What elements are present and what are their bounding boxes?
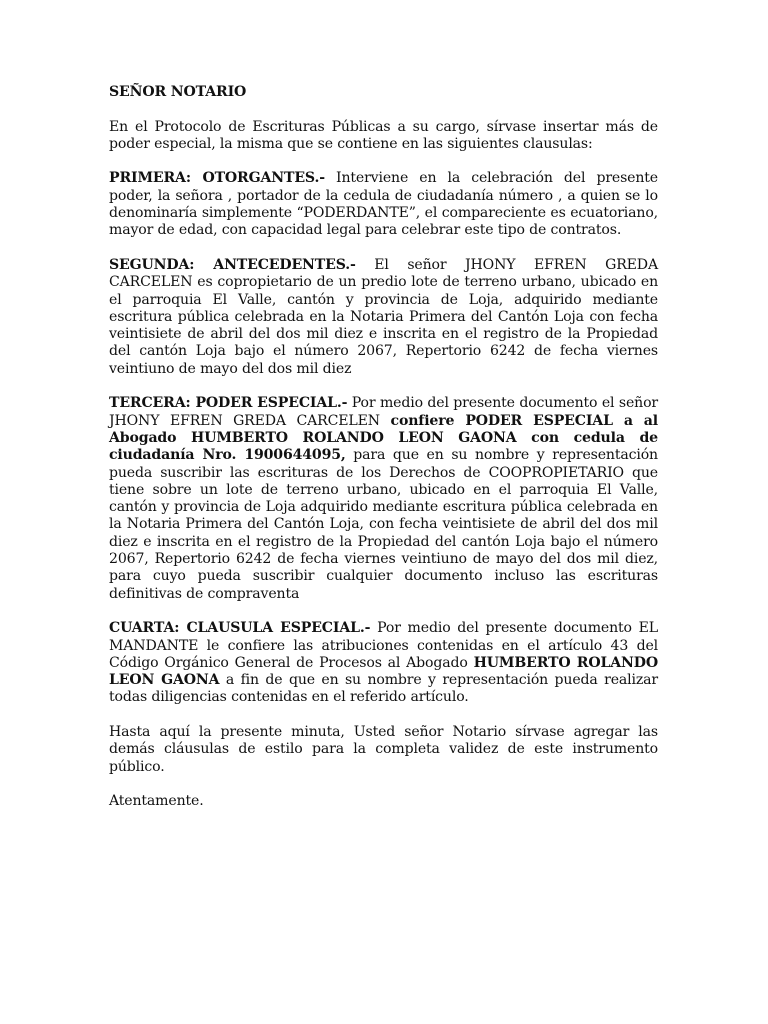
document-page [109, 84, 658, 810]
clause-segunda-label: SEGUNDA: ANTECEDENTES.- [109, 256, 356, 273]
clause-tercera-label: TERCERA: PODER ESPECIAL.- [109, 395, 348, 412]
clause-primera-text: Interviene en la celebración del presente poder, la señora , portador de la cedula de ciudadanía número , a quien se lo denominaría simplemente “PODERDANTE”, el compareciente es ecuatoriano, mayor de edad, con capacidad legal para celebrar este tipo de contratos. [109, 170, 659, 239]
clause-tercera-text-2: para que en su nombre y representación pueda suscribir las escrituras de los Derechos de COOPROPIETARIO que tiene sobre un lote de terreno urbano, ubicado en el parroquia El Valle, cantón y provincia de Loja adquirido mediante escritura pública celebrada en la Notaria Primera del Cantón Loja, con fecha veintisiete de abril del dos mil diez e inscrita en el registro de la Propiedad del cantón Loja bajo el número 2067, Repertorio 6242 de fecha viernes veintiuno de mayo del dos mil diez, para cuyo pueda suscribir cualquier documento incluso las escrituras definitivas de compraventa [109, 447, 658, 602]
clause-cuarta-text-2: a fin de que en su nombre y representación pueda realizar todas diligencias contenidas en el referido artículo. [109, 672, 658, 706]
clause-cuarta [109, 620, 658, 706]
clause-cuarta-text-1: Por medio del presente documento EL MANDANTE le confiere las atribuciones contenidas en el artículo 43 del Código Orgánico General de Procesos al Abogado [109, 620, 659, 671]
intro-paragraph: En el Protocolo de Escrituras Públicas a su cargo, sírvase insertar más de poder especial, la misma que se contiene en las siguientes clausulas: [109, 118, 658, 152]
clause-tercera-bold: confiere PODER ESPECIAL a al Abogado HUMBERTO ROLANDO LEON GAONA con cedula de ciudadanía Nro. 1900644095, [109, 412, 658, 464]
sign-off: Atentamente. [109, 793, 204, 810]
clause-primera-label: PRIMERA: OTORGANTES.- [109, 170, 325, 187]
closing-paragraph: Hasta aquí la presente minuta, Usted señor Notario sírvase agregar las demás cláusulas de estilo para la completa validez de este instrumento público. [109, 723, 658, 775]
clause-primera [109, 170, 658, 239]
document-heading: SEÑOR NOTARIO [109, 84, 247, 100]
clause-cuarta-bold: HUMBERTO ROLANDO LEON GAONA [109, 654, 658, 689]
clause-tercera [109, 395, 658, 603]
clause-tercera-text-1: Por medio del presente documento el señor JHONY EFREN GREDA CARCELEN [109, 395, 658, 429]
clause-segunda [109, 257, 658, 378]
clause-cuarta-label: CUARTA: CLAUSULA ESPECIAL.- [109, 620, 371, 637]
clause-segunda-text: El señor JHONY EFREN GREDA CARCELEN es copropietario de un predio lote de terreno urbano, ubicado en el parroquia El Valle, cantón y provincia de Loja, adquirido mediante escritura pública celebrada en la Notaria Primera del Cantón Loja con fecha veintisiete de abril del dos mil diez e inscrita en el registro de la Propiedad del cantón Loja bajo el número 2067, Repertorio 6242 de fecha viernes veintiuno de mayo del dos mil diez [109, 256, 658, 377]
